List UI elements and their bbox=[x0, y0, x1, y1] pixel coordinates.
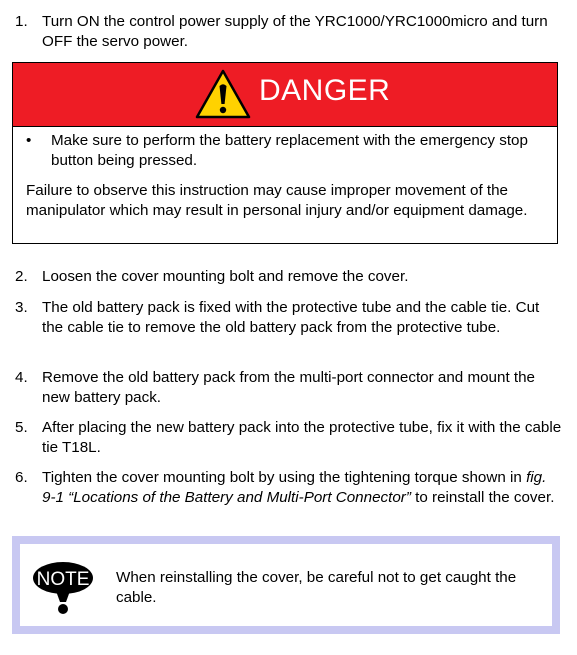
danger-body bbox=[13, 127, 557, 221]
step-1 bbox=[15, 12, 563, 52]
step-3 bbox=[15, 298, 563, 338]
danger-header bbox=[13, 63, 557, 127]
bullet-dot: • bbox=[26, 132, 32, 149]
step-4 bbox=[15, 368, 563, 408]
step-text bbox=[42, 468, 563, 508]
step-2 bbox=[15, 267, 563, 287]
step-5 bbox=[15, 418, 563, 458]
danger-bullet bbox=[26, 131, 547, 171]
figure-reference: fig. 9-1 “Locations of the Battery and Multi-Port Connector” bbox=[42, 469, 547, 506]
step-text-before: Tighten the cover mounting bolt by using the tightening torque shown in bbox=[42, 469, 527, 486]
note-label: NOTE bbox=[36, 569, 90, 590]
step-number: 1. bbox=[15, 13, 28, 30]
note-badge-icon bbox=[32, 560, 94, 616]
step-number: 6. bbox=[15, 469, 28, 486]
warning-triangle-icon bbox=[195, 69, 251, 119]
step-number: 3. bbox=[15, 299, 28, 316]
danger-title: DANGER bbox=[259, 74, 391, 107]
step-number: 4. bbox=[15, 369, 28, 386]
step-text: The old battery pack is fixed with the protective tube and the cable tie. Cut the cable tie to remove the old battery pack from the protective tube. bbox=[42, 299, 540, 336]
danger-paragraph: Failure to observe this instruction may cause improper movement of the manipulator which may result in personal injury and/or equipment damage. bbox=[26, 182, 528, 219]
step-number: 2. bbox=[15, 268, 28, 285]
note-box bbox=[12, 536, 560, 634]
step-text: Turn ON the control power supply of the YRC1000/YRC1000micro and turn OFF the servo power. bbox=[42, 13, 548, 50]
step-text: Loosen the cover mounting bolt and remove the cover. bbox=[42, 268, 409, 285]
step-number: 5. bbox=[15, 419, 28, 436]
step-text: After placing the new battery pack into the protective tube, fix it with the cable tie T18L. bbox=[42, 419, 562, 456]
danger-bullet-text: Make sure to perform the battery replacement with the emergency stop button being pressed. bbox=[51, 132, 528, 169]
step-6 bbox=[15, 468, 563, 508]
step-text: Remove the old battery pack from the multi-port connector and mount the new battery pack. bbox=[42, 369, 536, 406]
note-text: When reinstalling the cover, be careful not to get caught the cable. bbox=[116, 569, 517, 606]
step-text-after: to reinstall the cover. bbox=[410, 489, 555, 506]
danger-box bbox=[12, 62, 558, 244]
note-inner bbox=[20, 544, 552, 626]
